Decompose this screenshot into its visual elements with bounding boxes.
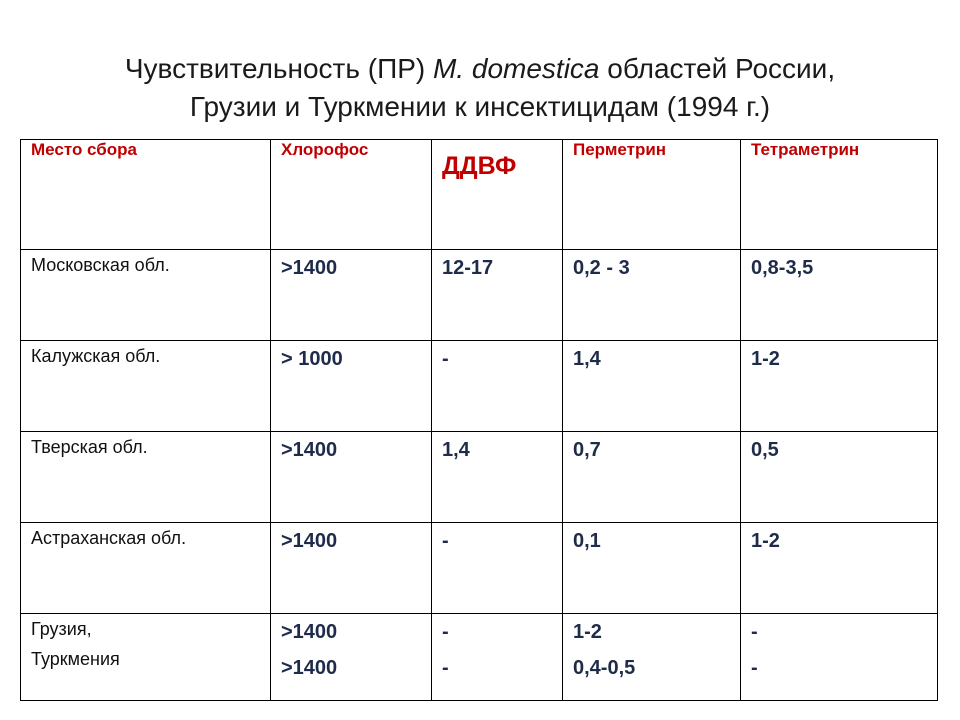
cell-ddvf <box>432 614 563 701</box>
cell-ddvf <box>432 432 563 523</box>
cell-ddvf-line: 12-17 <box>442 257 494 279</box>
cell-place <box>21 614 271 701</box>
cell-chlorophos-line: > 1000 <box>281 348 343 370</box>
title-species: M. domestica <box>432 53 600 84</box>
cell-ddvf <box>432 341 563 432</box>
table-header-row <box>21 140 938 250</box>
cell-permethrin-line: 1,4 <box>573 348 601 370</box>
header-ddvf: ДДВФ <box>432 140 563 250</box>
cell-tetramethrin-line: - <box>751 657 758 679</box>
cell-permethrin <box>563 523 741 614</box>
cell-ddvf <box>432 523 563 614</box>
cell-permethrin-line: 0,2 - 3 <box>573 257 630 279</box>
sensitivity-table <box>20 139 938 701</box>
cell-permethrin-line: 0,7 <box>573 439 601 461</box>
cell-chlorophos-line: >1400 <box>281 657 338 679</box>
table-row <box>21 250 938 341</box>
cell-chlorophos <box>271 523 432 614</box>
cell-tetramethrin-line: 1-2 <box>751 348 780 370</box>
cell-tetramethrin <box>741 523 938 614</box>
title-text-pre: Чувствительность (ПР) <box>124 53 433 84</box>
cell-place-line: Грузия, <box>31 619 92 639</box>
cell-tetramethrin-line: 1-2 <box>751 530 780 552</box>
table-row <box>21 523 938 614</box>
cell-chlorophos <box>271 432 432 523</box>
cell-place <box>21 341 271 432</box>
cell-place-line: Тверская обл. <box>31 437 148 457</box>
cell-place-line: Калужская обл. <box>31 346 161 366</box>
cell-tetramethrin-line: - <box>751 621 758 643</box>
cell-permethrin-line: 0,4-0,5 <box>573 657 636 679</box>
title-line-1 <box>0 50 960 88</box>
cell-ddvf <box>432 250 563 341</box>
cell-tetramethrin <box>741 250 938 341</box>
cell-ddvf-line: - <box>442 657 449 679</box>
cell-ddvf-line: - <box>442 621 449 643</box>
cell-tetramethrin <box>741 341 938 432</box>
cell-permethrin <box>563 341 741 432</box>
cell-ddvf-line: - <box>442 348 449 370</box>
cell-place <box>21 432 271 523</box>
cell-chlorophos <box>271 614 432 701</box>
cell-tetramethrin <box>741 432 938 523</box>
cell-chlorophos-line: >1400 <box>281 621 338 643</box>
table-row <box>21 432 938 523</box>
cell-chlorophos-line: >1400 <box>281 257 338 279</box>
cell-tetramethrin-line: 0,5 <box>751 439 779 461</box>
title-line-2: Грузии и Туркмении к инсектицидам (1994 г.) <box>189 91 771 122</box>
cell-permethrin <box>563 250 741 341</box>
cell-chlorophos <box>271 341 432 432</box>
table-body <box>21 250 938 701</box>
cell-chlorophos-line: >1400 <box>281 439 338 461</box>
header-chlorophos: Хлорофос <box>271 140 432 250</box>
cell-chlorophos-line: >1400 <box>281 530 338 552</box>
header-place: Место сбора <box>21 140 271 250</box>
cell-place <box>21 250 271 341</box>
cell-place <box>21 523 271 614</box>
cell-chlorophos <box>271 250 432 341</box>
table-row <box>21 614 938 701</box>
cell-place-line: Астраханская обл. <box>31 528 187 548</box>
cell-place-line: Московская обл. <box>31 255 170 275</box>
cell-tetramethrin-line: 0,8-3,5 <box>751 257 814 279</box>
header-permethrin: Перметрин <box>563 140 741 250</box>
cell-tetramethrin <box>741 614 938 701</box>
cell-ddvf-line: 1,4 <box>442 439 470 461</box>
table-row <box>21 341 938 432</box>
cell-permethrin <box>563 614 741 701</box>
cell-permethrin-line: 1-2 <box>573 621 602 643</box>
cell-permethrin <box>563 432 741 523</box>
cell-permethrin-line: 0,1 <box>573 530 601 552</box>
header-tetramethrin: Тетраметрин <box>741 140 938 250</box>
cell-place-line: Туркмения <box>31 649 120 669</box>
title-text-post: областей России, <box>599 53 836 84</box>
cell-ddvf-line: - <box>442 530 449 552</box>
slide-title <box>0 50 960 126</box>
